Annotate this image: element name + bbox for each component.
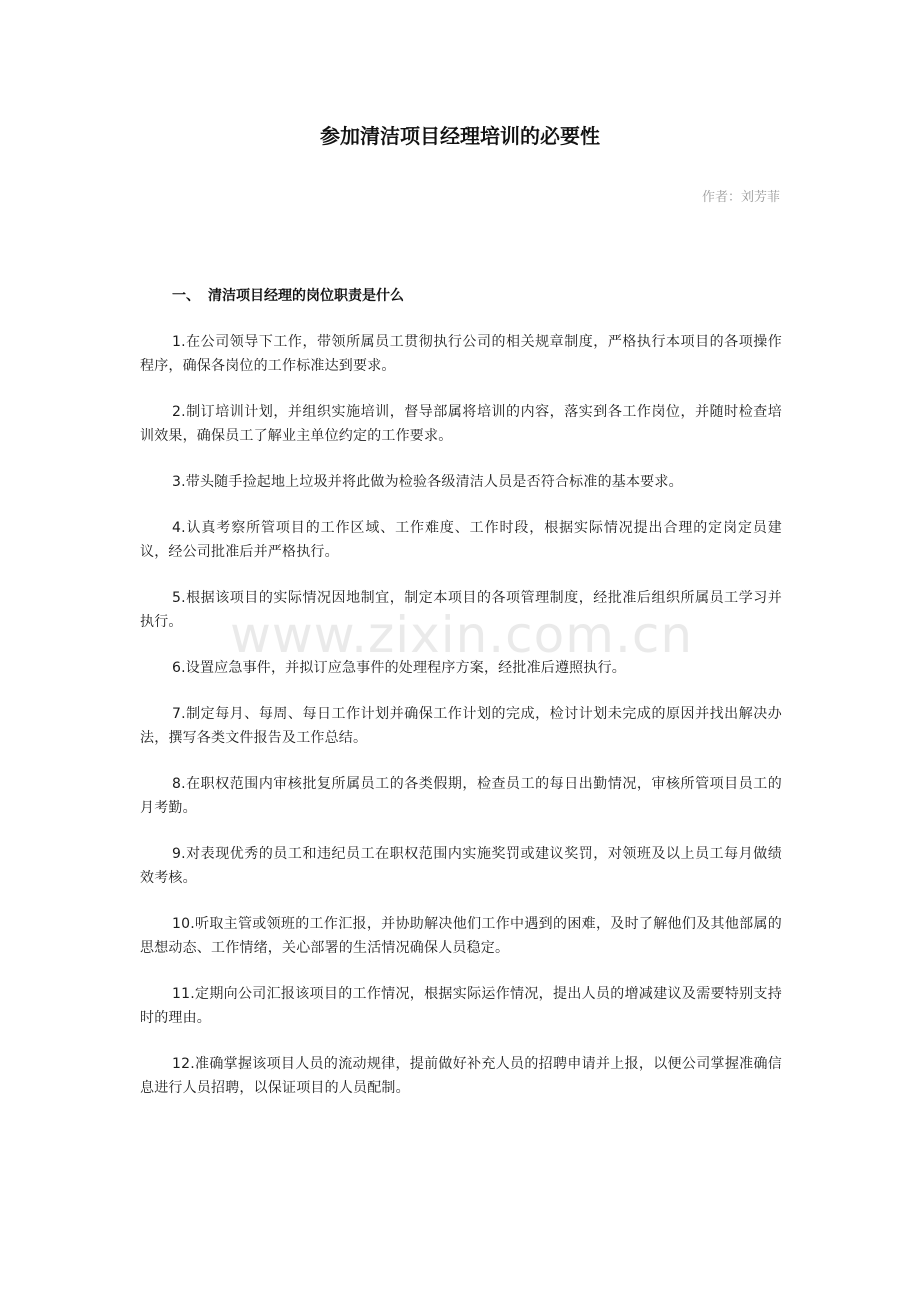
item-index: 5.	[172, 590, 186, 606]
item-index: 6.	[172, 660, 186, 676]
item-text: 准确掌握该项目人员的流动规律，提前做好补充人员的招聘申请并上报，以便公司掌握准确信息进行人员招聘，以保证项目的人员配制。	[140, 1056, 782, 1096]
item-index: 1.	[172, 334, 186, 350]
duty-item	[140, 1052, 782, 1100]
item-index: 10.	[172, 916, 195, 932]
item-text: 在公司领导下工作，带领所属员工贯彻执行公司的相关规章制度，严格执行本项目的各项操作程序，确保各岗位的工作标准达到要求。	[140, 334, 782, 374]
item-index: 2.	[172, 404, 186, 420]
item-text: 听取主管或领班的工作汇报，并协助解决他们工作中遇到的困难，及时了解他们及其他部属的思想动态、工作情绪，关心部署的生活情况确保人员稳定。	[140, 916, 782, 956]
duty-item	[140, 330, 782, 378]
item-text: 根据该项目的实际情况因地制宜，制定本项目的各项管理制度，经批准后组织所属员工学习并执行。	[140, 590, 782, 630]
section-heading-text: 清洁项目经理的岗位职责是什么	[208, 288, 404, 304]
page-title: 参加清洁项目经理培训的必要性	[320, 124, 600, 148]
item-index: 7.	[172, 706, 186, 722]
item-text: 认真考察所管项目的工作区域、工作难度、工作时段，根据实际情况提出合理的定岗定员建议，经公司批准后并严格执行。	[140, 520, 782, 560]
duty-item	[140, 842, 782, 890]
duty-item	[140, 702, 782, 750]
item-index: 12.	[172, 1056, 195, 1072]
duty-item	[140, 586, 782, 634]
duty-item	[140, 912, 782, 960]
duty-item	[140, 656, 782, 680]
item-text: 设置应急事件，并拟订应急事件的处理程序方案，经批准后遵照执行。	[185, 660, 626, 676]
item-text: 在职权范围内审核批复所属员工的各类假期，检查员工的每日出勤情况，审核所管项目员工的月考勤。	[140, 776, 782, 816]
item-text: 制订培训计划，并组织实施培训，督导部属将培训的内容，落实到各工作岗位，并随时检查培训效果，确保员工了解业主单位约定的工作要求。	[140, 404, 782, 444]
duty-item	[140, 400, 782, 448]
watermark: www.zixin.com.cn	[230, 606, 694, 664]
item-index: 11.	[172, 986, 195, 1002]
duty-list	[140, 330, 782, 1122]
duty-item	[140, 982, 782, 1030]
item-text: 对表现优秀的员工和违纪员工在职权范围内实施奖罚或建议奖罚，对领班及以上员工每月做绩效考核。	[140, 846, 782, 886]
duty-item	[140, 772, 782, 820]
duty-item	[140, 470, 782, 494]
item-text: 定期向公司汇报该项目的工作情况，根据实际运作情况，提出人员的增减建议及需要特别支持时的理由。	[140, 986, 782, 1026]
section-heading	[172, 286, 404, 306]
item-text: 带头随手捡起地上垃圾并将此做为检验各级清洁人员是否符合标准的基本要求。	[185, 474, 683, 490]
item-index: 4.	[172, 520, 186, 536]
item-index: 8.	[172, 776, 186, 792]
item-index: 9.	[172, 846, 186, 862]
item-text: 制定每月、每周、每日工作计划并确保工作计划的完成，检讨计划未完成的原因并找出解决办法，撰写各类文件报告及工作总结。	[140, 706, 782, 746]
author-line: 作者：刘芳菲	[701, 190, 780, 205]
duty-item	[140, 516, 782, 564]
section-number: 一、	[172, 288, 200, 304]
item-index: 3.	[172, 474, 186, 490]
